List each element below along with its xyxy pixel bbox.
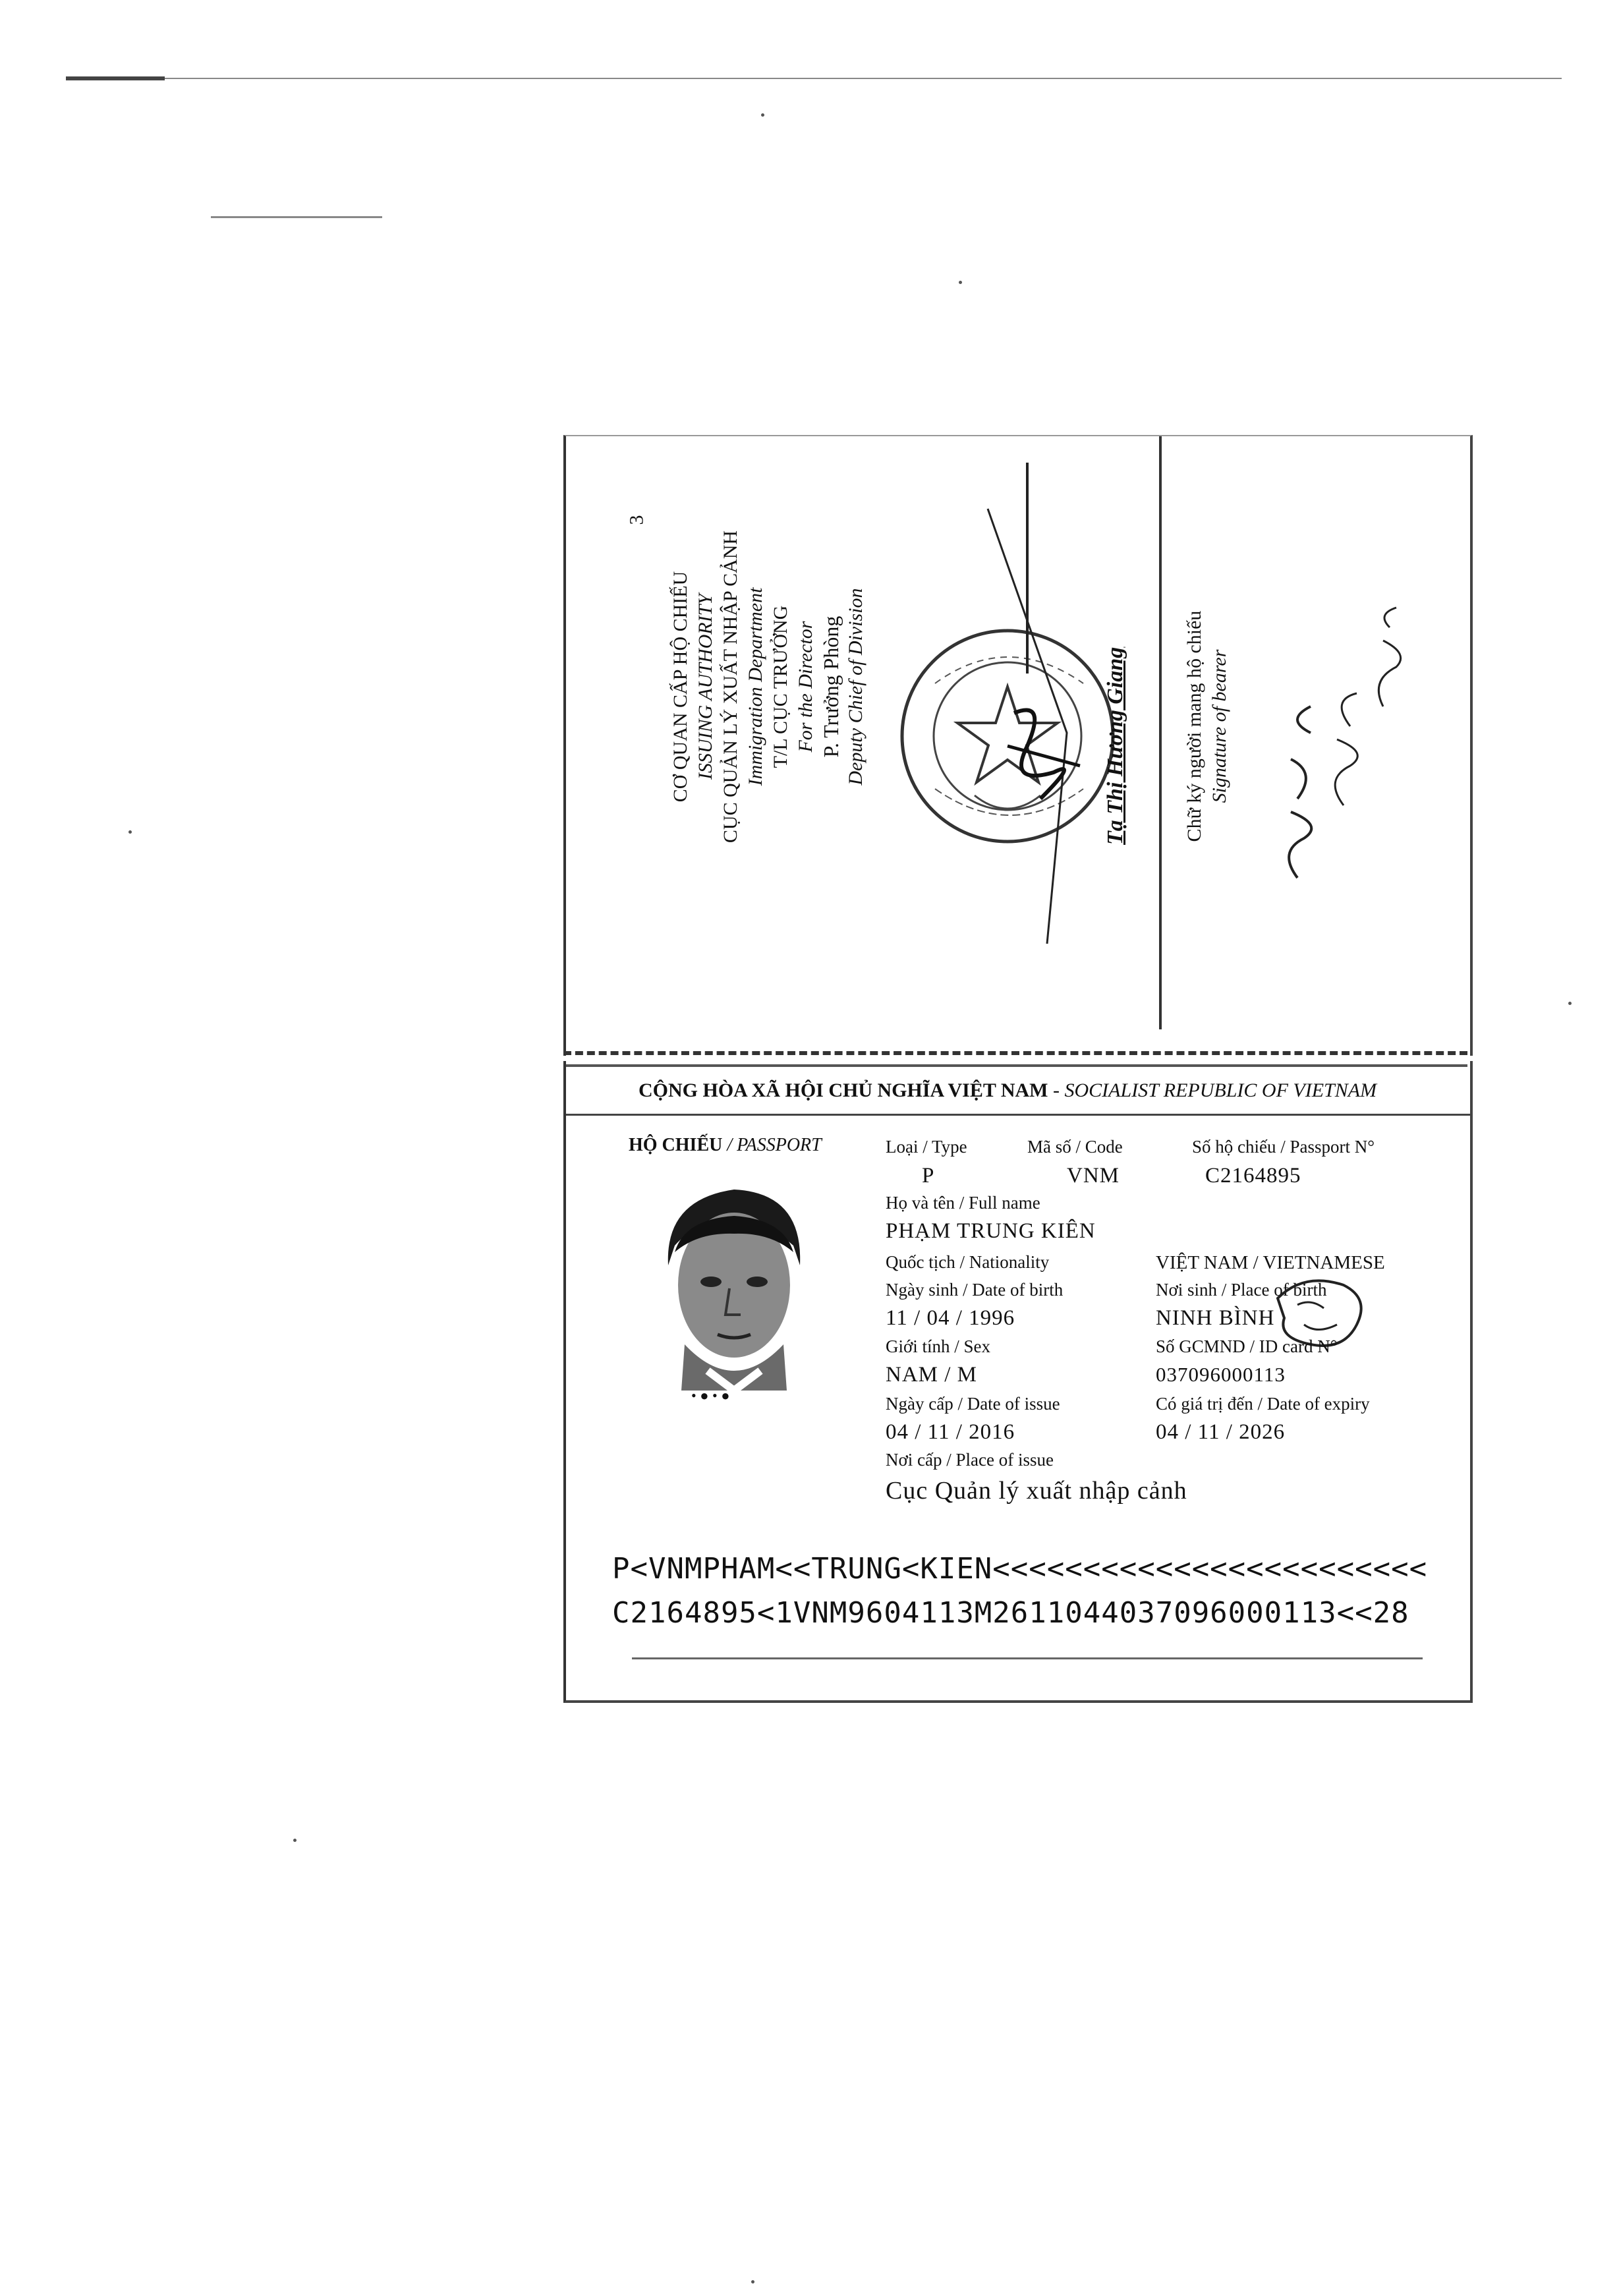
full-name-value: PHẠM TRUNG KIÊN	[886, 1219, 1096, 1243]
for-director-en: For the Director	[795, 621, 816, 753]
republic-header	[639, 1079, 1377, 1102]
department-en: Immigration Department	[745, 587, 766, 786]
type-value: P	[922, 1164, 935, 1188]
department-vi: CỤC QUẢN LÝ XUẤT NHẬP CẢNH	[720, 530, 741, 844]
scan-speck	[751, 2280, 754, 2283]
authority-en: ISSUING AUTHORITY	[695, 594, 716, 780]
passport-number-value: C2164895	[1205, 1164, 1301, 1188]
scan-mark	[211, 216, 382, 218]
id-label: Số GCMND / ID card N°	[1156, 1336, 1338, 1356]
passport-title	[629, 1135, 822, 1156]
id-value: 037096000113	[1156, 1363, 1286, 1386]
issue-date-label: Ngày cấp / Date of issue	[886, 1394, 1060, 1414]
header-rule	[566, 1114, 1470, 1116]
signer-name: Tạ Thị Hương Giang	[1103, 646, 1127, 845]
expiry-date-label: Có giá trị đến / Date of expiry	[1156, 1394, 1370, 1414]
scan-speck	[959, 281, 962, 284]
place-of-issue-label: Nơi cấp / Place of issue	[886, 1450, 1054, 1470]
scan-edge-line	[66, 78, 1562, 79]
sex-label: Giới tính / Sex	[886, 1336, 991, 1356]
page-number: 3	[625, 515, 648, 525]
photo-dots: • ● • ●	[691, 1387, 730, 1404]
mrz-line-2: C2164895<1VNM9604113M2611044037096000113<<28	[612, 1596, 1409, 1630]
mrz-line-1: P<VNMPHAM<<TRUNG<KIEN<<<<<<<<<<<<<<<<<<<<<<<<	[612, 1552, 1428, 1586]
signature-label-vi: Chữ ký người mang hộ chiếu	[1183, 610, 1205, 842]
type-label: Loại / Type	[886, 1137, 967, 1157]
scan-speck	[128, 830, 132, 834]
bearer-signature	[1271, 601, 1423, 904]
for-director-vi: T/L CỤC TRƯỞNG	[770, 605, 791, 768]
issue-date-value: 04 / 11 / 2016	[886, 1420, 1015, 1444]
observations-page	[563, 435, 1473, 1056]
passport-number-label: Số hộ chiếu / Passport N°	[1192, 1137, 1375, 1157]
signer-title-en: Deputy Chief of Division	[845, 588, 866, 786]
bearer-photo	[645, 1173, 823, 1391]
nationality-label: Quốc tịch / Nationality	[886, 1252, 1050, 1272]
nationality-value: VIỆT NAM / VIETNAMESE	[1156, 1252, 1385, 1273]
code-label: Mã số / Code	[1027, 1137, 1123, 1157]
bearer-signature-block	[1182, 575, 1232, 878]
republic-vi: CỘNG HÒA XÃ HỘI CHỦ NGHĨA VIỆT NAM	[639, 1079, 1048, 1101]
code-value: VNM	[1067, 1164, 1120, 1188]
director-signature	[948, 456, 1120, 957]
pob-label: Nơi sinh / Place of birth	[1156, 1280, 1327, 1300]
sex-value: NAM / M	[886, 1363, 978, 1387]
passport-vi: HỘ CHIẾU	[629, 1135, 723, 1155]
signer-title-vi: P. Trưởng Phòng	[819, 616, 843, 758]
republic-en: - SOCIALIST REPUBLIC OF VIETNAM	[1052, 1079, 1377, 1101]
scan-speck	[293, 1839, 297, 1842]
expiry-date-value: 04 / 11 / 2026	[1156, 1420, 1286, 1444]
data-page	[563, 1061, 1473, 1703]
signature-label-en: Signature of bearer	[1208, 649, 1230, 803]
page-divider	[1159, 436, 1162, 1029]
scan-edge-line	[66, 76, 165, 80]
place-of-issue-value: Cục Quản lý xuất nhập cảnh	[886, 1477, 1187, 1505]
scan-speck	[1568, 1002, 1572, 1005]
dob-value: 11 / 04 / 1996	[886, 1306, 1015, 1330]
dob-label: Ngày sinh / Date of birth	[886, 1280, 1064, 1300]
authority-vi: CƠ QUAN CẤP HỘ CHIẾU	[669, 571, 691, 803]
passport-en: / PASSPORT	[727, 1135, 822, 1155]
bottom-rule	[632, 1657, 1423, 1659]
scan-speck	[761, 113, 764, 117]
issuing-authority-block	[668, 502, 868, 871]
passport-scan	[563, 435, 1467, 1700]
pob-value: NINH BÌNH	[1156, 1306, 1275, 1330]
full-name-label: Họ và tên / Full name	[886, 1193, 1040, 1213]
